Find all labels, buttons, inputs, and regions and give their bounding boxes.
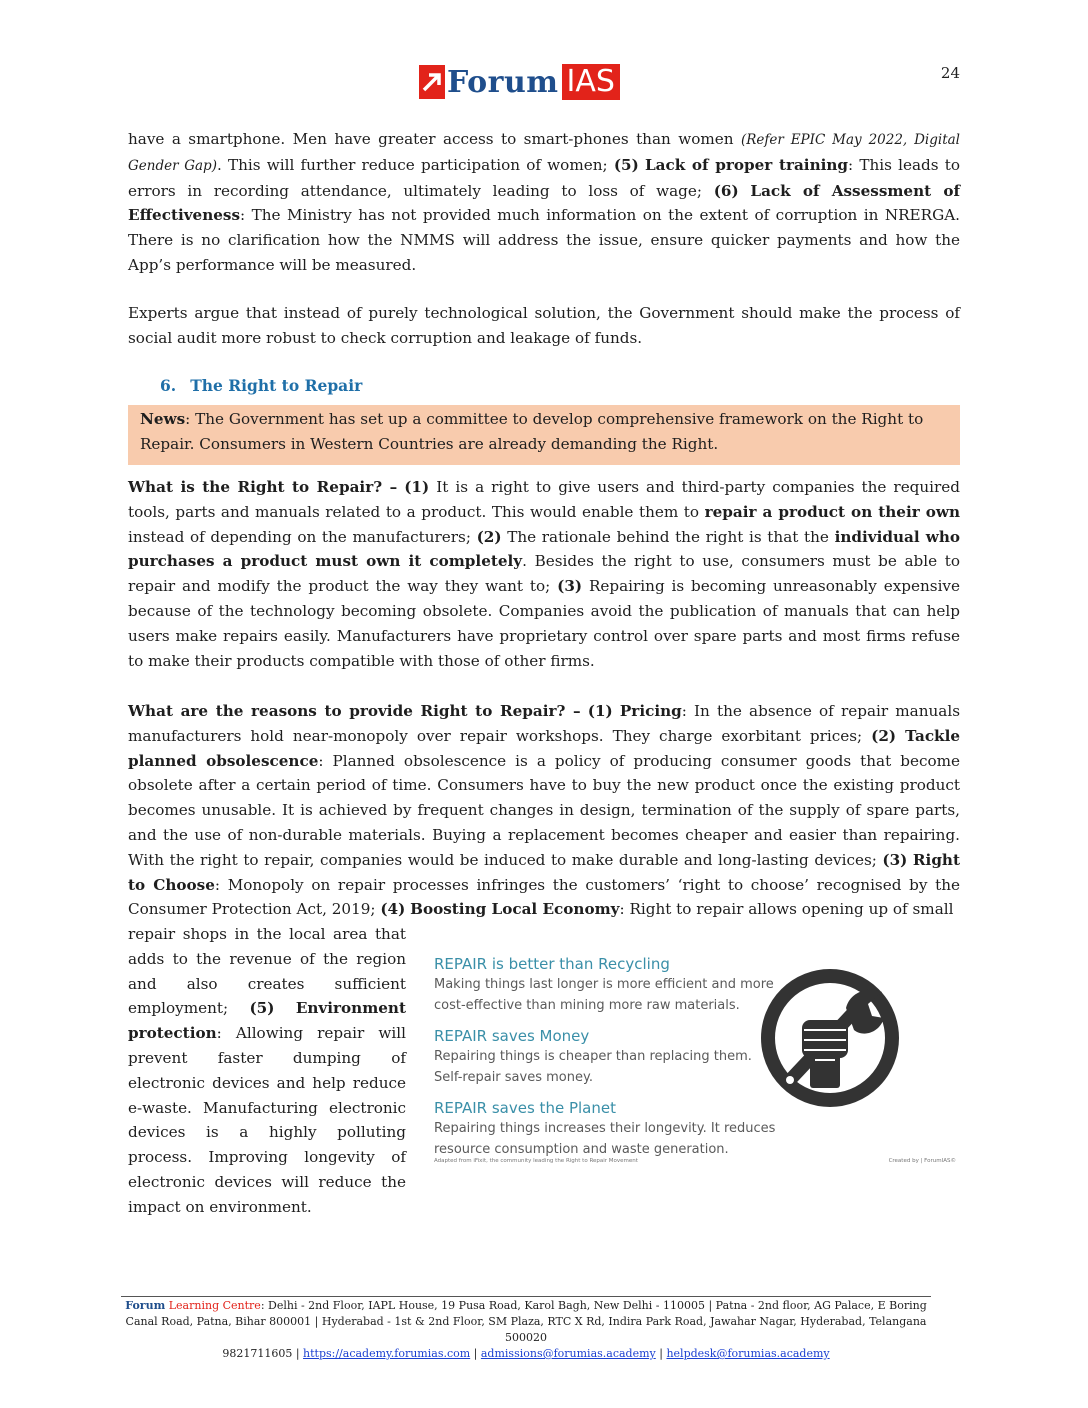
point-title: Tackle planned obsolescence	[128, 726, 961, 770]
infographic-item-desc: Making things last longer is more efficient and more cost-effective than mining more raw materials.	[434, 977, 774, 1013]
text-span: : In the absence of repair manuals manufacturers hold near-monopoly over repair workshops. They charge exorbitant prices;	[128, 702, 961, 745]
point-title: Lack of Assessment of Effectiveness	[128, 181, 960, 225]
news-box	[128, 405, 960, 465]
text-span: The rationale behind the right is that the	[501, 527, 835, 546]
footer-separator: |	[655, 1347, 667, 1360]
point-number: (5)	[613, 155, 639, 174]
infographic-item	[434, 1026, 774, 1088]
point-number: (1)	[587, 702, 613, 720]
footer-separator: |	[470, 1347, 481, 1360]
text-span: have a smartphone. Men have greater access to smart-phones than women	[128, 130, 741, 148]
point-number: (2)	[476, 527, 502, 546]
footer-website-link[interactable]: https://academy.forumias.com	[303, 1347, 471, 1360]
point-number: (5)	[249, 999, 275, 1018]
paragraph-challenges	[128, 127, 960, 278]
reference-citation: (Refer EPIC May 2022, Digital Gender Gap)	[128, 132, 960, 174]
logo-ias-text: IAS	[562, 64, 620, 100]
point-number: (4)	[380, 900, 406, 919]
text-span: : Right to repair allows opening up of small	[619, 900, 954, 919]
text-span: instead of depending on the manufacturers;	[128, 527, 477, 546]
infographic-credit: Created by | ForumIAS©	[888, 1158, 956, 1164]
forumias-logo	[419, 64, 620, 100]
fist-wrench-icon	[760, 968, 900, 1108]
footer-helpdesk-email[interactable]: helpdesk@forumias.academy	[666, 1347, 830, 1360]
question-heading: What is the Right to Repair? –	[128, 478, 398, 496]
text-span: : Monopoly on repair processes infringes the customers’ ‘right to choose’ recognised by the Consumer Protection Act, 2019;	[128, 875, 960, 919]
text-span: Repairing is becoming unreasonably expensive because of the technology becoming obsolete. Companies avoid the publication of manuals that can help users make repairs easily. Manufacturers have proprietary control over spare parts and most firms refuse to make their products compatible with those of other firms.	[128, 577, 960, 670]
footer-forum: Forum	[125, 1299, 166, 1312]
infographic-source-note: Adapted from iFixit, the community leading the Right to Repair Movement	[434, 1158, 638, 1164]
text-span: repair shops in the local area that adds to the revenue of the region and also creates sufficient employment;	[128, 925, 406, 1018]
paragraph-experts: Experts argue that instead of purely technological solution, the Government should make the process of social audit more robust to check corruption and leakage of funds.	[128, 304, 960, 347]
text-span: : Planned obsolescence is a policy of producing consumer goods that become obsolete after a certain period of time. Consumers have to buy the new product once the existing product becomes unusable. It is achieved by frequent changes in design, termination of the supply of spare parts, and the use of non-durable materials. Buying a replacement becomes cheaper and easier than repairing. With the right to repair, companies would be induced to make durable and long-lasting devices;	[128, 751, 960, 869]
question-heading: What are the reasons to provide Right to Repair? –	[128, 702, 581, 720]
infographic-item	[434, 954, 794, 1016]
point-number: (3)	[557, 577, 583, 596]
point-title: Right to Choose	[128, 850, 960, 894]
footer-colon: :	[260, 1299, 269, 1312]
infographic-item-title: REPAIR is better than Recycling	[434, 955, 670, 973]
point-number: (2)	[871, 726, 897, 745]
page-number: 24	[940, 64, 960, 82]
infographic-item-title: REPAIR saves Money	[434, 1027, 590, 1045]
text-span: : This leads to errors in recording attendance, ultimately leading to loss of wage;	[128, 155, 960, 200]
point-number: (3)	[882, 850, 908, 869]
section-title: The Right to Repair	[190, 376, 363, 395]
point-title: Pricing	[619, 702, 682, 720]
paragraph-reasons-continued	[128, 922, 406, 1220]
page-footer	[121, 1298, 931, 1362]
text-span: . This will further reduce participation of women;	[216, 155, 614, 174]
text-span: It is a right to give users and third-party companies the required tools, parts and manuals related to a product. This would enable them to	[128, 478, 961, 521]
bold-phrase: individual who purchases a product must own it completely	[128, 527, 960, 571]
infographic-item-title: REPAIR saves the Planet	[434, 1099, 616, 1117]
bold-phrase: repair a product on their own	[704, 502, 960, 521]
point-title: Lack of proper training	[644, 155, 849, 174]
point-title: Boosting Local Economy	[410, 900, 620, 919]
footer-phone: 9821711605 |	[222, 1347, 304, 1360]
arrow-icon	[419, 65, 445, 99]
footer-admissions-email[interactable]: admissions@forumias.academy	[480, 1347, 656, 1360]
text-span: : The Ministry has not provided much information on the extent of corruption in NRERGA. There is no clarification how the NMMS will address the issue, ensure quicker payments and how the App’s performance will be measured.	[128, 206, 960, 274]
news-text: : The Government has set up a committee to develop comprehensive framework on the Right to Repair. Consumers in Western Countries are already demanding the Right.	[140, 410, 924, 453]
repair-infographic	[430, 950, 960, 1170]
footer-divider	[121, 1296, 931, 1297]
section-heading	[160, 376, 362, 395]
paragraph-reasons	[128, 699, 960, 922]
logo-forum-text: Forum	[447, 64, 559, 100]
infographic-item	[434, 1098, 794, 1160]
footer-address: Delhi - 2nd Floor, IAPL House, 19 Pusa Road, Karol Bagh, New Delhi - 110005 | Patna - 2nd floor, AG Palace, E Boring Canal Road, Patna, Bihar 800001 | Hyderabad - 1st & 2nd Floor, SM Plaza, RTC X Rd, Indira Park Road, Jawahar Nagar, Hyderabad, Telangana 500020	[125, 1299, 927, 1344]
point-title: Environment protection	[128, 999, 406, 1043]
point-number: (6)	[713, 181, 739, 200]
text-span: : Allowing repair will prevent faster dumping of electronic devices and help reduce e-waste. Manufacturing electronic devices is a highly polluting process. Improving longevity of electronic devices will reduce the impact on environment.	[128, 1024, 406, 1216]
text-span: . Besides the right to use, consumers must be able to repair and modify the product the way they want to;	[128, 552, 960, 596]
infographic-item-desc: Repairing things is cheaper than replacing them. Self-repair saves money.	[434, 1049, 752, 1085]
news-label: News	[140, 410, 186, 428]
paragraph-what-is	[128, 475, 960, 673]
footer-learning-centre: Learning Centre	[165, 1299, 261, 1312]
section-number: 6.	[160, 376, 177, 395]
point-number: (1)	[404, 478, 430, 496]
infographic-item-desc: Repairing things increases their longevity. It reduces resource consumption and waste generation.	[434, 1121, 776, 1157]
